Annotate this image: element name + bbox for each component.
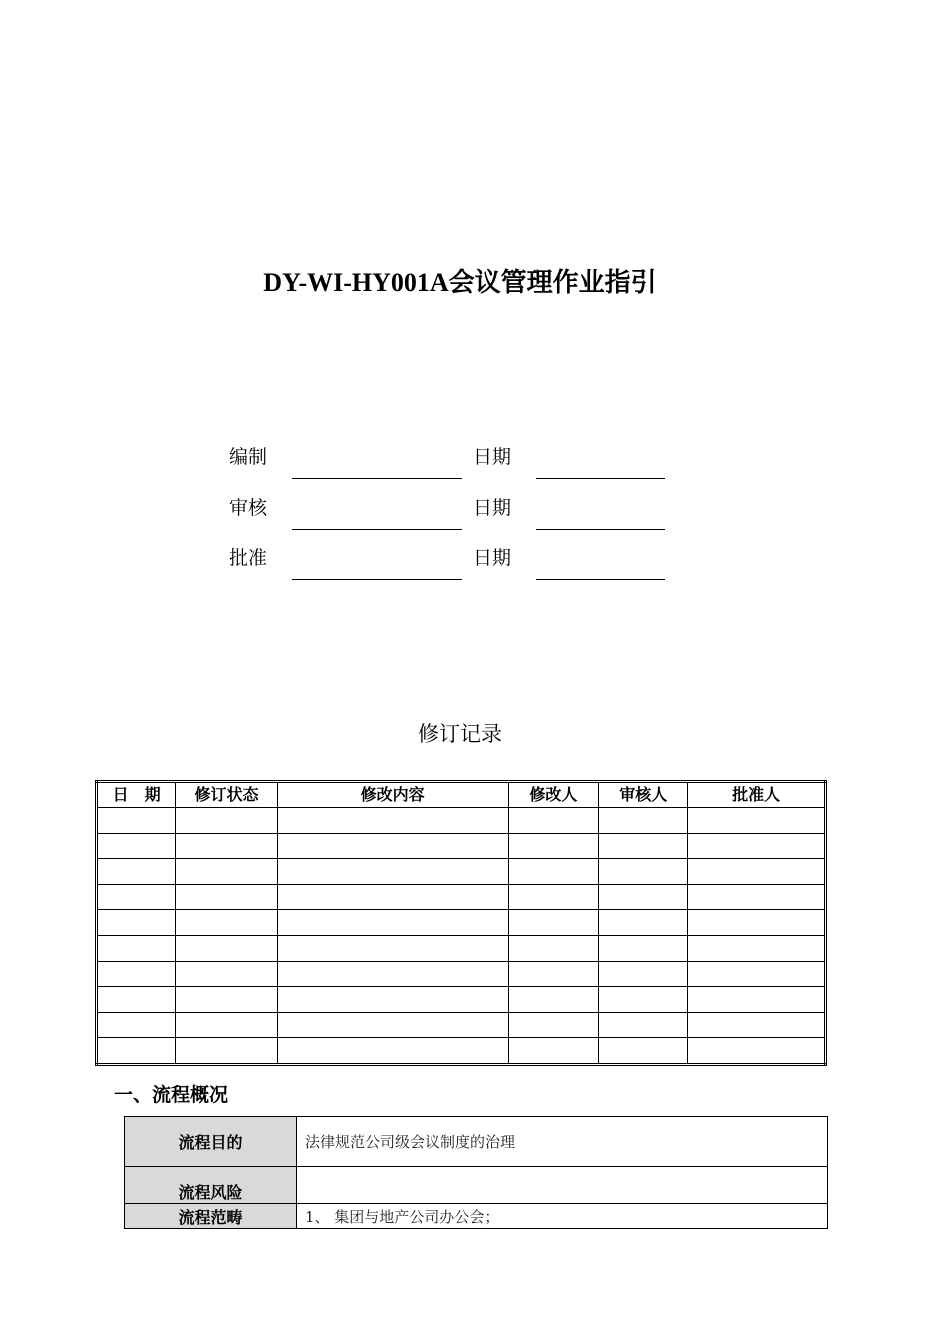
- table-cell: [508, 987, 598, 1013]
- table-cell: [508, 833, 598, 859]
- table-cell: [688, 961, 826, 987]
- revision-record-heading: 修订记录: [418, 722, 502, 746]
- process-scope-value: 1、 集团与地产公司办公会；: [297, 1204, 828, 1229]
- process-purpose-label: 流程目的: [125, 1117, 297, 1167]
- revision-record-table: [95, 780, 827, 1066]
- table-cell: [688, 987, 826, 1013]
- table-cell: [688, 859, 826, 885]
- table-cell: [277, 1038, 508, 1065]
- table-cell: [176, 833, 277, 859]
- date-line: [536, 478, 665, 479]
- table-row: [97, 961, 826, 987]
- signoff-role-label: 审核: [229, 497, 268, 519]
- table-cell: [508, 859, 598, 885]
- table-cell: [508, 935, 598, 961]
- table-cell: [599, 808, 688, 834]
- table-cell: [688, 1012, 826, 1038]
- table-cell: [277, 961, 508, 987]
- table-row: [97, 859, 826, 885]
- revision-header-row: [97, 782, 826, 808]
- date-line: [536, 579, 665, 580]
- table-cell: [599, 910, 688, 936]
- table-cell: [176, 1038, 277, 1065]
- table-cell: [176, 910, 277, 936]
- table-cell: [176, 961, 277, 987]
- table-cell: [176, 859, 277, 885]
- table-row: [125, 1204, 828, 1229]
- column-header-content: 修改内容: [277, 782, 508, 808]
- table-cell: [176, 1012, 277, 1038]
- table-cell: [599, 987, 688, 1013]
- table-cell: [277, 859, 508, 885]
- table-cell: [599, 935, 688, 961]
- table-cell: [97, 935, 176, 961]
- section-title: 一、流程概况: [114, 1084, 229, 1106]
- table-cell: [97, 1012, 176, 1038]
- table-cell: [599, 961, 688, 987]
- table-cell: [688, 884, 826, 910]
- column-header-date: 日 期: [97, 782, 176, 808]
- signoff-date-label: 日期: [473, 446, 512, 468]
- column-header-status: 修订状态: [176, 782, 277, 808]
- table-cell: [277, 910, 508, 936]
- process-risk-label: 流程风险: [125, 1167, 297, 1204]
- table-row: [97, 884, 826, 910]
- table-cell: [176, 987, 277, 1013]
- column-header-modifier: 修改人: [508, 782, 598, 808]
- signoff-date-label: 日期: [473, 497, 512, 519]
- table-cell: [508, 884, 598, 910]
- table-row: [97, 1038, 826, 1065]
- table-cell: [277, 833, 508, 859]
- table-cell: [688, 1038, 826, 1065]
- table-row: [97, 987, 826, 1013]
- column-header-approver: 批准人: [688, 782, 826, 808]
- table-cell: [277, 1012, 508, 1038]
- table-cell: [599, 1038, 688, 1065]
- table-cell: [176, 935, 277, 961]
- table-cell: [688, 935, 826, 961]
- table-row: [97, 808, 826, 834]
- table-cell: [97, 808, 176, 834]
- table-cell: [277, 987, 508, 1013]
- table-row: [97, 910, 826, 936]
- table-cell: [97, 859, 176, 885]
- document-title: DY-WI-HY001A会议管理作业指引: [263, 268, 657, 297]
- table-cell: [508, 910, 598, 936]
- process-purpose-value: 法律规范公司级会议制度的治理: [297, 1117, 828, 1167]
- signature-line: [292, 579, 462, 580]
- table-cell: [688, 910, 826, 936]
- table-cell: [599, 884, 688, 910]
- table-row: [125, 1167, 828, 1204]
- table-row: [97, 1012, 826, 1038]
- table-cell: [508, 808, 598, 834]
- revision-table-body: [97, 808, 826, 1065]
- table-cell: [176, 808, 277, 834]
- signature-line: [292, 478, 462, 479]
- signature-line: [292, 529, 462, 530]
- table-cell: [688, 808, 826, 834]
- date-line: [536, 529, 665, 530]
- table-row: [125, 1117, 828, 1167]
- table-cell: [97, 1038, 176, 1065]
- column-header-reviewer: 审核人: [599, 782, 688, 808]
- table-cell: [97, 884, 176, 910]
- table-cell: [277, 808, 508, 834]
- table-cell: [97, 961, 176, 987]
- table-cell: [97, 910, 176, 936]
- table-cell: [97, 987, 176, 1013]
- table-cell: [599, 1012, 688, 1038]
- table-cell: [176, 884, 277, 910]
- process-overview-table: [124, 1116, 828, 1229]
- table-cell: [599, 859, 688, 885]
- table-cell: [508, 1012, 598, 1038]
- signoff-role-label: 编制: [229, 446, 268, 468]
- table-cell: [277, 935, 508, 961]
- signoff-row-reviewed: [229, 493, 689, 533]
- table-cell: [97, 833, 176, 859]
- process-scope-label: 流程范畴: [125, 1204, 297, 1229]
- table-cell: [508, 1038, 598, 1065]
- table-cell: [277, 884, 508, 910]
- table-row: [97, 833, 826, 859]
- table-cell: [599, 833, 688, 859]
- table-row: [97, 935, 826, 961]
- signoff-row-compiled: [229, 442, 689, 482]
- signoff-date-label: 日期: [473, 547, 512, 569]
- signoff-role-label: 批准: [229, 547, 268, 569]
- signoff-row-approved: [229, 543, 689, 583]
- table-cell: [688, 833, 826, 859]
- process-risk-value: [297, 1167, 828, 1204]
- table-cell: [508, 961, 598, 987]
